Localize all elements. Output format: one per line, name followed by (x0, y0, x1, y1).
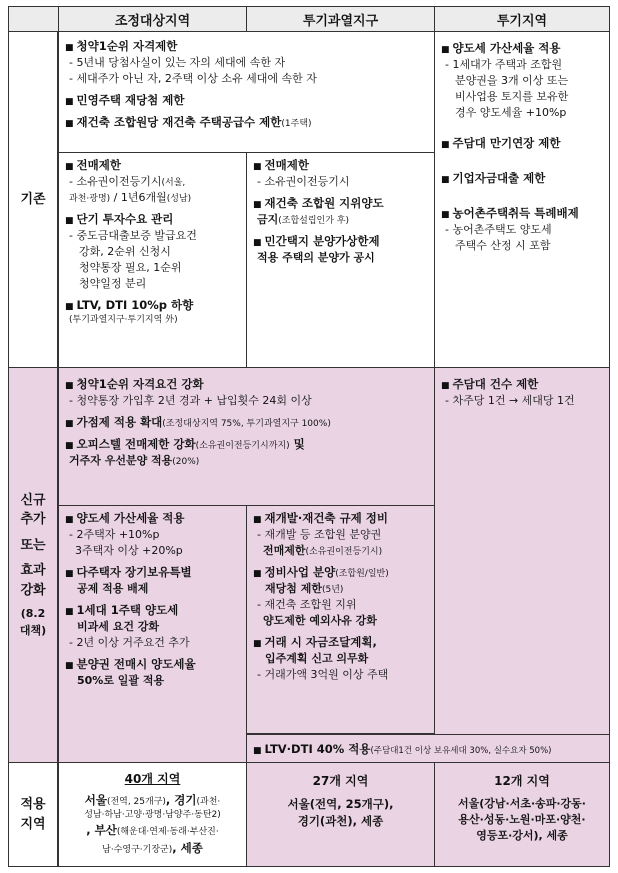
new-common-measures (58, 367, 435, 506)
new-ltv-dti-row (246, 734, 610, 763)
new-common-item: ■ 청약1순위 자격요건 강화 (65, 376, 428, 393)
existing-common-item-note: (1주택) (281, 118, 312, 129)
new-ovh-item-cont (265, 581, 428, 597)
existing-common-item: ■ 청약1순위 자격제한 (65, 38, 428, 55)
new-common-detail: - 청약통장 가입후 2년 경과 + 납입횟수 24회 이상 (69, 394, 312, 408)
new-adj-detail: - 2년 이상 거주요건 추가 (69, 635, 190, 649)
new-ovh-item (253, 564, 428, 581)
new-common-item-cont (69, 453, 428, 469)
new-common-item-text: 오피스텔 전매제한 강화 (76, 437, 196, 452)
new-adj-item: ■ 양도세 가산세율 적용 (65, 510, 240, 527)
row-label-new-line: 추가 (20, 512, 46, 528)
scope-spec-title: 12개 지역 (494, 774, 550, 788)
existing-spec-detail: 비사업용 토지를 보유한 (455, 89, 569, 103)
scope-adjustment-cell (58, 762, 247, 867)
existing-adj-detail-text: / 1년6개월 (110, 191, 167, 205)
new-common-item-note: (20%) (172, 457, 200, 468)
existing-adj-detail: - 중도금대출보증 발급요건 (69, 229, 197, 243)
new-ovh-detail (263, 543, 428, 559)
existing-spec-item: ■ 농어촌주택취득 특례배제 (441, 205, 603, 222)
existing-adj-detail-note: 과천·광명) (69, 194, 111, 205)
existing-adj-detail-note: (서울, (161, 178, 186, 189)
new-ltv-note: (주담대1건 이상 보유세대 30%, 실수요자 50%) (370, 746, 552, 756)
new-ovh-item-text: 정비사업 분양 (264, 565, 336, 580)
row-label-scope (8, 762, 58, 867)
scope-adj-note: (해운대·연제·동래·부산진· (116, 827, 219, 838)
new-common-item (65, 436, 428, 453)
existing-adj-item: ■ 전매제한 (65, 157, 240, 174)
row-label-new-line: 신규 (20, 492, 46, 508)
new-common-item-text: 거주자 우선분양 적용 (69, 454, 173, 468)
scope-ovh-line: 경기(과천), 세종 (297, 814, 384, 829)
new-common-item-note: (조정대상지역 75%, 투기과열지구 100%) (162, 418, 331, 429)
existing-adj-detail (69, 190, 240, 206)
existing-adj-detail: 청약일정 분리 (79, 277, 147, 290)
scope-ovh-title: 27개 지역 (312, 774, 369, 788)
existing-adj-detail-text: - 소유권이전등기시 (69, 175, 162, 189)
new-ltv-item (253, 741, 603, 758)
new-adj-item-cont: 50%로 일괄 적용 (77, 673, 165, 687)
scope-speculation-cell (434, 762, 610, 867)
new-spec-detail: - 차주당 1건 → 세대당 1건 (445, 394, 575, 408)
row-label-new-line: (8.2 (20, 607, 46, 621)
existing-spec-detail: - 농어촌주택도 양도세 (445, 222, 552, 236)
existing-common-item: ■ 민영주택 재당첨 제한 (65, 92, 428, 109)
scope-adj-line (65, 792, 240, 809)
scope-adj-line: 성남·하남·고양·광명·남양주·동탄2) (84, 810, 221, 821)
existing-adj-item: ■ 단기 투자수요 관리 (65, 211, 240, 228)
existing-ovh-detail: - 소유권이전등기시 (257, 175, 350, 189)
header-speculation-area: 투기지역 (434, 6, 610, 32)
new-adj-item: ■ 다주택자 장기보유특별 (65, 564, 240, 581)
new-ovh-item-text: 재당첨 제한 (265, 582, 322, 596)
header-blank (8, 6, 59, 32)
existing-common-item (65, 114, 428, 131)
existing-common-detail: - 5년내 당첨사실이 있는 자의 세대에 속한 자 (69, 56, 286, 70)
new-ovh-item: ■ 거래 시 자금조달계획, (253, 634, 428, 651)
scope-spec-line: 용산·성동·노원·마포·양천· (458, 813, 586, 827)
header-adjustment-area: 조정대상지역 (58, 6, 247, 32)
new-overheated-cell (246, 505, 435, 734)
new-ovh-detail: - 재건축 조합원 지위 (257, 598, 357, 612)
existing-adjustment-cell (58, 152, 247, 368)
new-spec-item: ■ 주담대 건수 제한 (441, 376, 603, 393)
new-adj-item-cont: 공제 적용 배제 (77, 581, 149, 595)
header-overheated-district: 투기과열지구 (246, 6, 435, 32)
existing-spec-detail: 주택수 산정 시 포함 (455, 238, 551, 252)
new-adj-item: ■ 분양권 전매시 양도세율 (65, 656, 240, 673)
scope-adj-text: , 세종 (172, 840, 203, 855)
existing-adj-detail: 청약통장 필요, 1순위 (79, 261, 182, 275)
existing-spec-detail: 분양권을 3개 이상 또는 (455, 73, 569, 87)
new-ltv-text: LTV·DTI 40% 적용 (264, 742, 371, 756)
new-ovh-detail-note: (소유권이전등기시) (305, 546, 383, 557)
scope-adj-line (65, 822, 240, 839)
new-ovh-item-note: (5년) (321, 585, 344, 596)
scope-adj-line (65, 840, 240, 857)
existing-ovh-item-cont (257, 212, 428, 228)
new-adjustment-cell (58, 505, 247, 763)
existing-spec-detail: - 1세대가 주택과 조합원 (445, 58, 563, 72)
row-label-scope-line: 지역 (20, 816, 46, 832)
existing-spec-item: ■ 주담대 만기연장 제한 (441, 135, 603, 152)
new-common-item-text: 가점제 적용 확대 (76, 414, 163, 429)
existing-ovh-item: ■ 민간택지 분양가상한제 (253, 233, 428, 250)
existing-ovh-item: ■ 재건축 조합원 지위양도 (253, 195, 428, 212)
scope-adj-note: (과천· (196, 797, 221, 808)
existing-spec-detail: 경우 양도세율 +10%p (455, 105, 567, 119)
row-label-new (8, 367, 58, 763)
existing-adj-detail-note: (성남) (166, 194, 192, 205)
new-common-item (65, 414, 428, 431)
new-adj-detail: 3주택자 이상 +20%p (75, 543, 183, 557)
existing-adj-note: (투기과열지구·투기지역 外) (69, 314, 178, 325)
new-speculation-cell (434, 367, 610, 735)
existing-common-item-text: 재건축 조합원당 재건축 주택공급수 제한 (76, 114, 282, 129)
scope-adj-note: (전역, 25개구) (106, 797, 166, 808)
row-label-new-line: 효과 (20, 563, 46, 579)
new-ovh-item-note: (조합원/일반) (335, 569, 389, 580)
scope-overheated-cell (246, 762, 435, 867)
new-common-item-note: (소유권이전등기시까지) (195, 441, 290, 452)
row-label-new-line: 또는 (20, 537, 46, 553)
existing-adj-item: ■ LTV, DTI 10%p 하향 (65, 297, 240, 314)
existing-overheated-cell (246, 152, 435, 368)
scope-adj-text: , 부산 (86, 823, 117, 838)
row-label-existing: 기존 (8, 31, 58, 368)
existing-spec-item: ■ 기업자금대출 제한 (441, 170, 603, 187)
existing-speculation-cell (434, 31, 610, 368)
existing-ovh-item-note: (조합설립인가 후) (278, 216, 350, 227)
new-common-item-text: 및 (289, 437, 305, 452)
new-ovh-item: ■ 재개발·재건축 규제 정비 (253, 510, 428, 527)
new-ovh-detail: - 재개발 등 조합원 분양권 (257, 528, 382, 542)
scope-spec-line: 영등포·강서), 세종 (476, 829, 568, 843)
new-ovh-detail-text: 전매제한 (263, 543, 306, 557)
existing-common-detail: - 세대주가 아닌 자, 2주택 이상 소유 세대에 속한 자 (69, 71, 317, 85)
scope-adj-text: 서울 (84, 793, 107, 808)
new-adj-detail: - 2주택자 +10%p (69, 528, 160, 542)
scope-adj-text: , 경기 (165, 793, 197, 808)
existing-ovh-item-cont: 적용 주택의 분양가 공시 (257, 251, 375, 265)
new-ovh-detail: - 거래가액 3억원 이상 주택 (257, 667, 389, 681)
new-adj-item: ■ 1세대 1주택 양도세 (65, 602, 240, 619)
existing-adj-detail (69, 174, 240, 190)
new-adj-item-cont: 비과세 요건 강화 (77, 619, 160, 633)
row-label-scope-line: 적용 (20, 797, 46, 812)
scope-adj-title: 40개 지역 (124, 772, 181, 786)
existing-spec-item: ■ 양도세 가산세율 적용 (441, 40, 603, 57)
scope-ovh-line: 서울(전역, 25개구), (287, 797, 394, 812)
existing-ovh-item: ■ 전매제한 (253, 157, 428, 174)
policy-comparison-table (8, 6, 610, 867)
existing-ovh-item-text: 금지 (257, 213, 279, 227)
row-label-new-line: 강화 (20, 582, 46, 598)
scope-spec-line: 서울(강남·서초·송파·강동· (457, 797, 586, 811)
new-ovh-detail: 양도제한 예외사유 강화 (263, 614, 377, 628)
scope-adj-note: 남·수영구·기장군) (102, 844, 173, 855)
existing-common-measures (58, 31, 435, 153)
row-label-new-line: 대책) (19, 623, 47, 637)
existing-adj-detail: 강화, 2순위 신청시 (79, 245, 171, 259)
new-ovh-item-cont: 입주계획 신고 의무화 (265, 652, 369, 666)
